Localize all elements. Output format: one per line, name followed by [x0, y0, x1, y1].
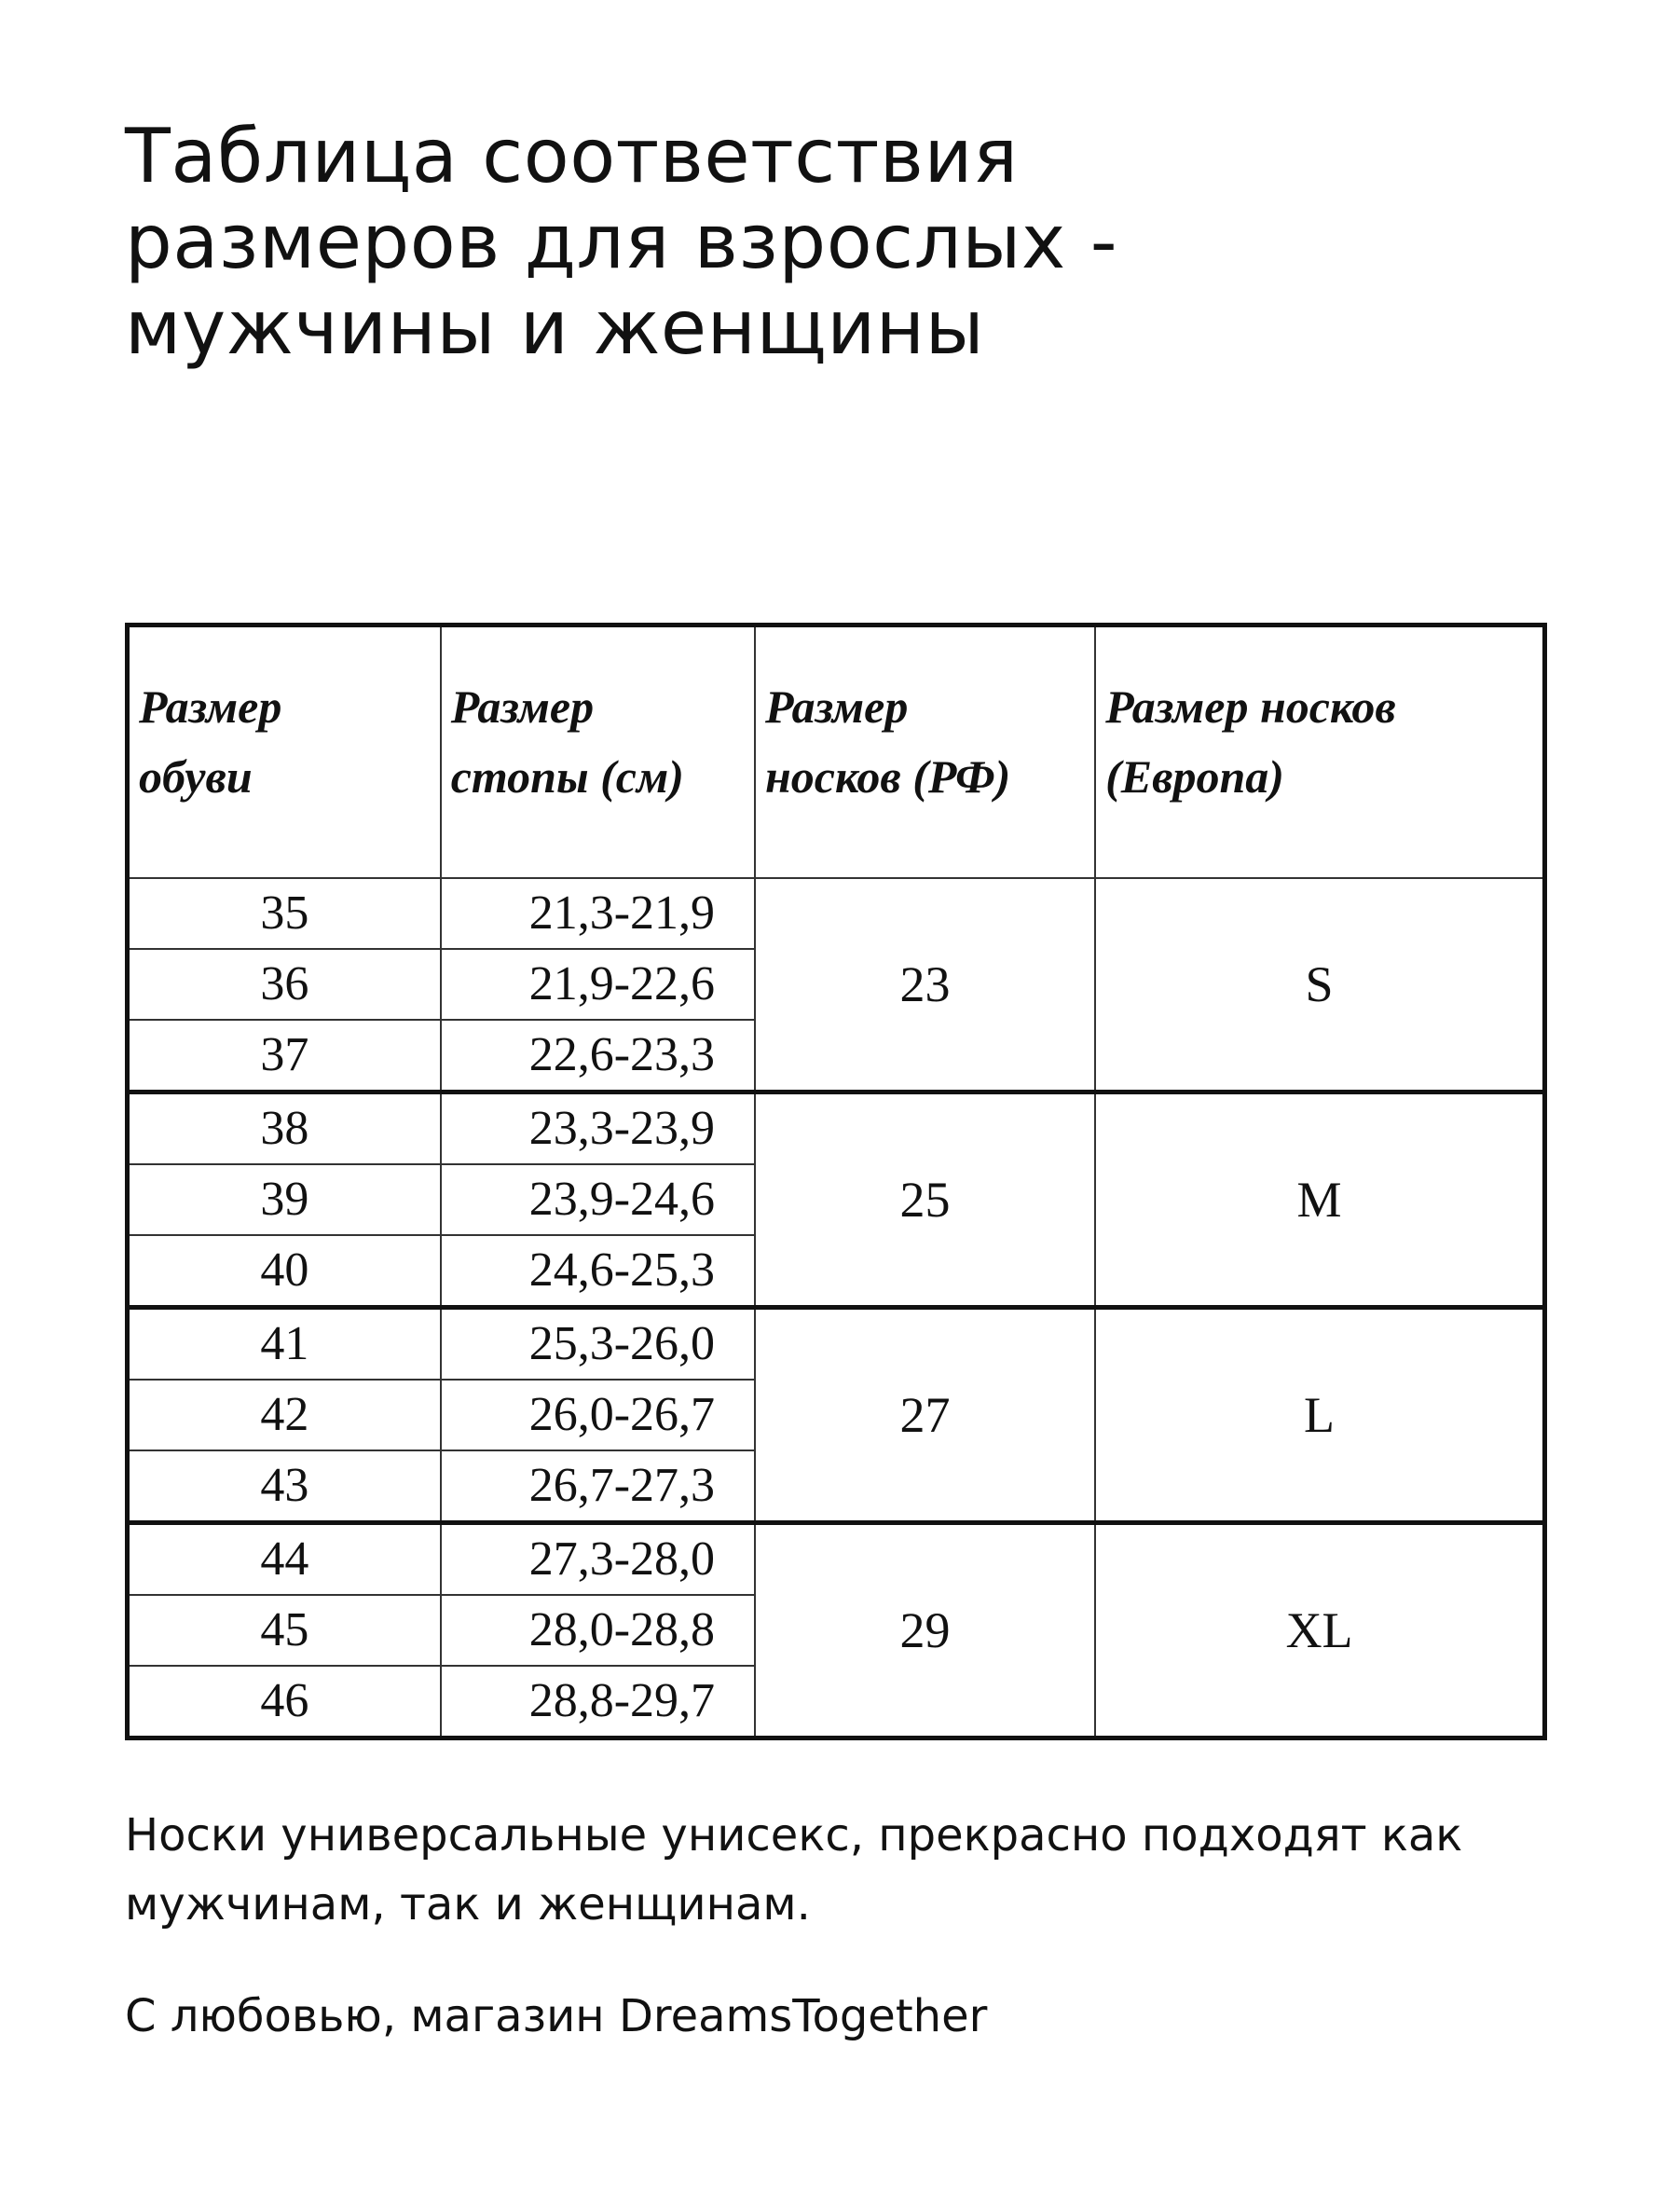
- header-label: обуви: [139, 750, 253, 803]
- shoe-size-cell: 35: [128, 878, 441, 949]
- header-label: Размер: [450, 680, 595, 733]
- page-title-line: размеров для взрослых -: [125, 199, 1118, 285]
- page-title: [125, 114, 1523, 371]
- shoe-size-cell: 40: [128, 1235, 441, 1308]
- foot-size-cell: 21,3-21,9: [441, 878, 755, 949]
- foot-size-cell: 25,3-26,0: [441, 1308, 755, 1381]
- sock-size-eu-cell: L: [1095, 1308, 1544, 1523]
- foot-size-cell: 21,9-22,6: [441, 949, 755, 1020]
- shoe-size-cell: 37: [128, 1020, 441, 1092]
- sock-size-eu-cell: XL: [1095, 1523, 1544, 1738]
- shoe-size-cell: 39: [128, 1164, 441, 1235]
- shoe-size-cell: 44: [128, 1523, 441, 1596]
- unisex-note: [125, 1801, 1579, 1939]
- header-label: стопы (см): [450, 750, 684, 803]
- table-header-row: [128, 625, 1545, 879]
- header-label: носков (РФ): [765, 750, 1011, 803]
- foot-size-cell: 22,6-23,3: [441, 1020, 755, 1092]
- shoe-size-cell: 46: [128, 1666, 441, 1738]
- foot-size-cell: 23,9-24,6: [441, 1164, 755, 1235]
- header-label: Размер: [765, 680, 909, 733]
- foot-size-cell: 24,6-25,3: [441, 1235, 755, 1308]
- table-row: [128, 1523, 1545, 1596]
- header-foot-size: [441, 625, 755, 879]
- header-sock-size-eu: [1095, 625, 1544, 879]
- header-label: Размер: [139, 680, 282, 733]
- table-row: [128, 1092, 1545, 1165]
- unisex-note-line: Носки универсальные унисекс, прекрасно подходят как: [125, 1809, 1463, 1862]
- foot-size-cell: 23,3-23,9: [441, 1092, 755, 1165]
- sock-size-eu-cell: S: [1095, 878, 1544, 1092]
- foot-size-cell: 28,8-29,7: [441, 1666, 755, 1738]
- foot-size-cell: 28,0-28,8: [441, 1595, 755, 1666]
- table-row: [128, 1308, 1545, 1381]
- sock-size-ru-cell: 29: [755, 1523, 1095, 1738]
- shoe-size-cell: 43: [128, 1450, 441, 1523]
- shop-signature: С любовью, магазин DreamsTogether: [125, 1990, 988, 2042]
- unisex-note-line: мужчинам, так и женщинам.: [125, 1878, 811, 1930]
- header-label: Размер носков: [1105, 680, 1396, 733]
- shoe-size-cell: 45: [128, 1595, 441, 1666]
- sock-size-eu-cell: M: [1095, 1092, 1544, 1308]
- table-row: [128, 878, 1545, 949]
- page-title-line: Таблица соответствия: [125, 113, 1019, 199]
- foot-size-cell: 26,0-26,7: [441, 1380, 755, 1450]
- sock-size-ru-cell: 25: [755, 1092, 1095, 1308]
- foot-size-cell: 27,3-28,0: [441, 1523, 755, 1596]
- shoe-size-cell: 36: [128, 949, 441, 1020]
- header-sock-size-ru: [755, 625, 1095, 879]
- shoe-size-cell: 42: [128, 1380, 441, 1450]
- page-title-line: мужчины и женщины: [125, 284, 985, 371]
- header-shoe-size: [128, 625, 441, 879]
- shoe-size-cell: 41: [128, 1308, 441, 1381]
- sock-size-ru-cell: 23: [755, 878, 1095, 1092]
- sock-size-ru-cell: 27: [755, 1308, 1095, 1523]
- foot-size-cell: 26,7-27,3: [441, 1450, 755, 1523]
- size-chart-table: [125, 623, 1547, 1740]
- header-label: (Европа): [1105, 750, 1284, 803]
- shoe-size-cell: 38: [128, 1092, 441, 1165]
